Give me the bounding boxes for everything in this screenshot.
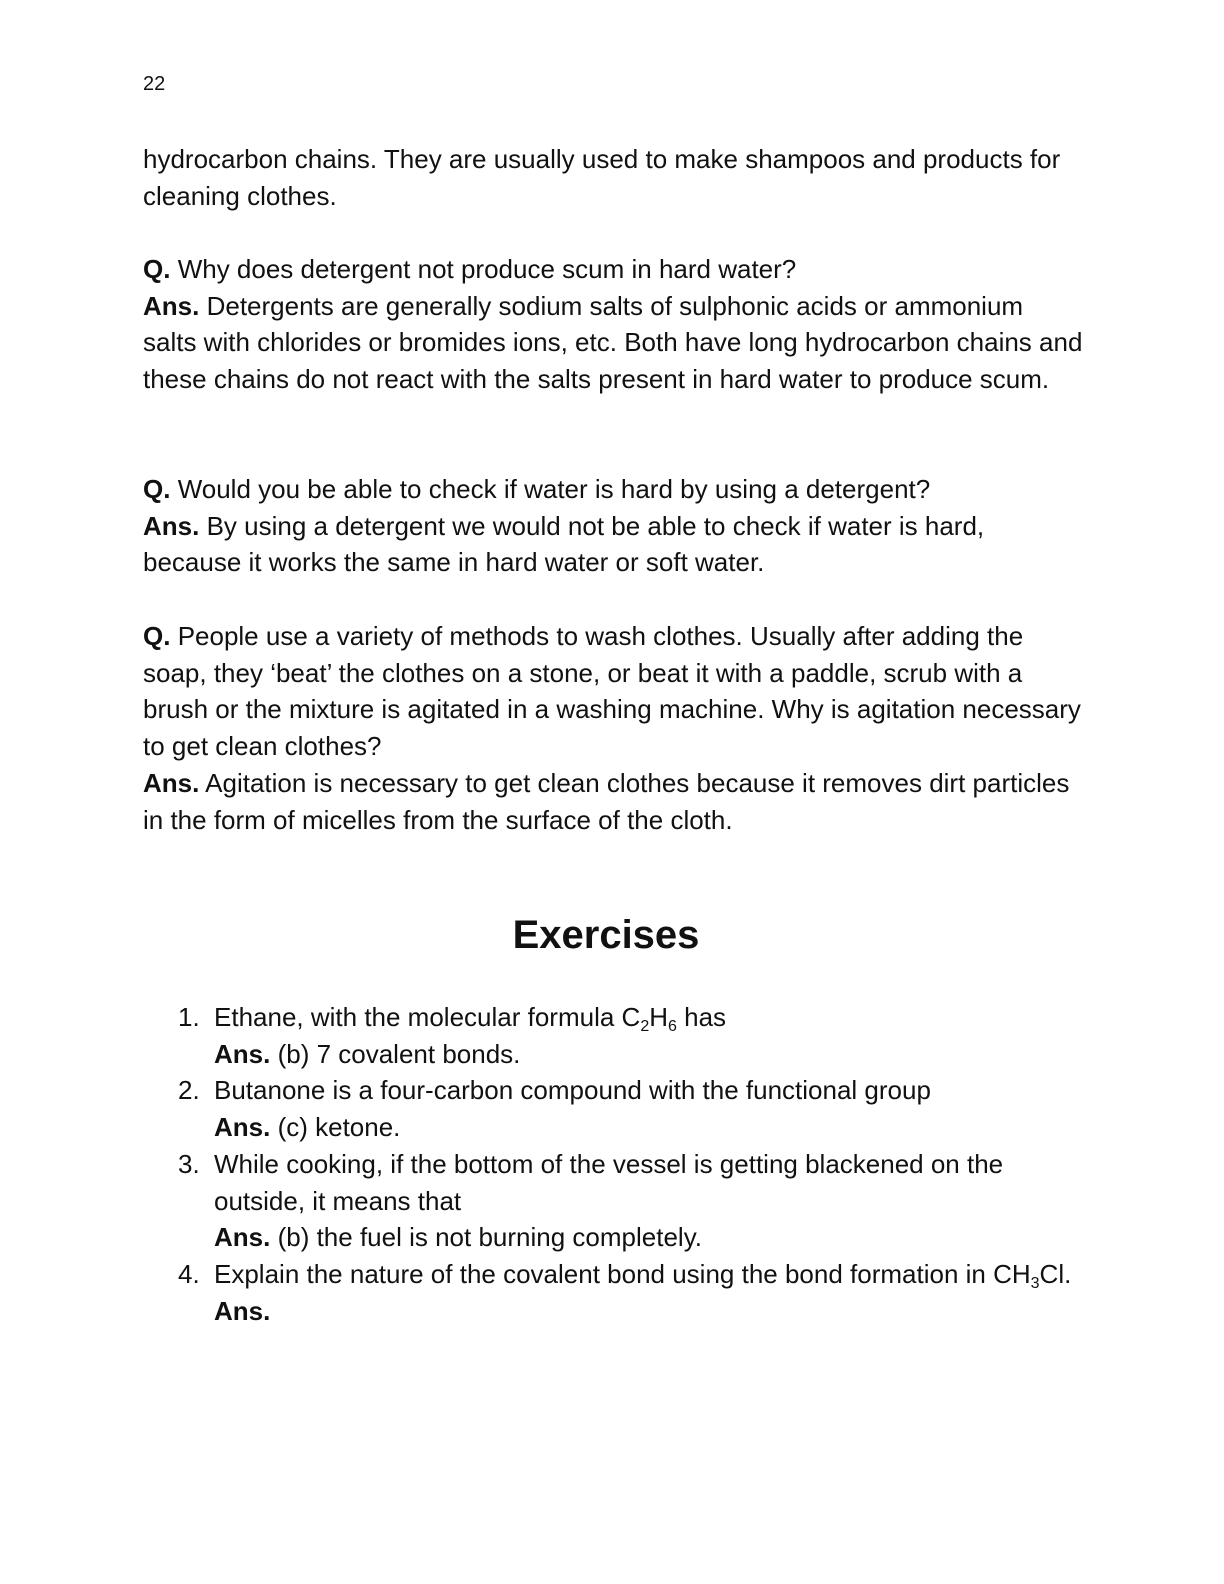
exercise-number: 3. [178, 1148, 200, 1179]
answer-label: Ans. [214, 1295, 271, 1326]
question-label: Q. [143, 254, 171, 284]
answer-label: Ans. [214, 1038, 271, 1069]
answer-text: (c) ketone. [277, 1112, 401, 1143]
exercise-number: 4. [178, 1258, 200, 1289]
exercise-number: 2. [178, 1075, 200, 1106]
question-text: People use a variety of methods to wash clothes. Usually after adding the soap, they ‘beat’ the clothes on a stone, or beat it with a paddle, scrub with a brush or the mixture is agitated in a washing machine. Why is agitation necessary to get clean clothes? [143, 621, 1081, 762]
question-label: Q. [143, 621, 171, 651]
exercise-number: 1. [178, 1002, 200, 1032]
exercise-question: Ethane, with the molecular formula $C_2H_6$ has [214, 1002, 727, 1035]
exercise-question: Explain the nature of the covalent bond using the bond formation in $CH_3Cl$. [214, 1258, 1072, 1292]
exercise-item-2 [143, 1072, 1083, 1145]
exercise-question: Butanone is a four-carbon compound with the functional group [214, 1075, 931, 1106]
answer-text: (b) 7 covalent bonds. [277, 1038, 521, 1069]
answer-label: Ans. [214, 1112, 271, 1143]
answer-text: Agitation is necessary to get clean clothes because it removes dirt particles in the form of micelles from the surface of the cloth. [143, 767, 1070, 835]
answer-text: (b) the fuel is not burning completely. [277, 1222, 702, 1253]
exercises-list [143, 999, 1083, 1329]
question-text: Why does detergent not produce scum in hard water? [177, 254, 797, 284]
exercise-question: While cooking, if the bottom of the vessel is getting blackened on the outside, it means that [214, 1148, 1004, 1216]
answer-text: By using a detergent we would not be able to check if water is hard, because it works the same in hard water or soft water. [143, 510, 985, 578]
exercise-item-3 [143, 1146, 1083, 1256]
qa-block-2 [143, 471, 1083, 581]
exercise-item-1 [143, 999, 1083, 1072]
question-label: Q. [143, 474, 171, 504]
intro-paragraph [143, 141, 1083, 214]
answer-label: Ans. [214, 1222, 271, 1253]
question-text: Would you be able to check if water is hard by using a detergent? [177, 474, 931, 504]
answer-label: Ans. [143, 290, 200, 321]
answer-label: Ans. [143, 510, 200, 541]
exercises-heading: Exercises [512, 913, 700, 957]
exercise-item-4 [143, 1256, 1083, 1329]
page-number: 22 [143, 73, 166, 95]
qa-block-3 [143, 618, 1083, 838]
answer-text: Detergents are generally sodium salts of sulphonic acids or ammonium salts with chlorides or bromides ions, etc. Both have long hydrocarbon chains and these chains do not react with the salts present in hard water to produce scum. [143, 290, 1083, 395]
answer-label: Ans. [143, 767, 200, 798]
qa-block-1 [143, 251, 1083, 398]
intro-text: hydrocarbon chains. They are usually used to make shampoos and products for cleaning clothes. [143, 144, 1061, 211]
